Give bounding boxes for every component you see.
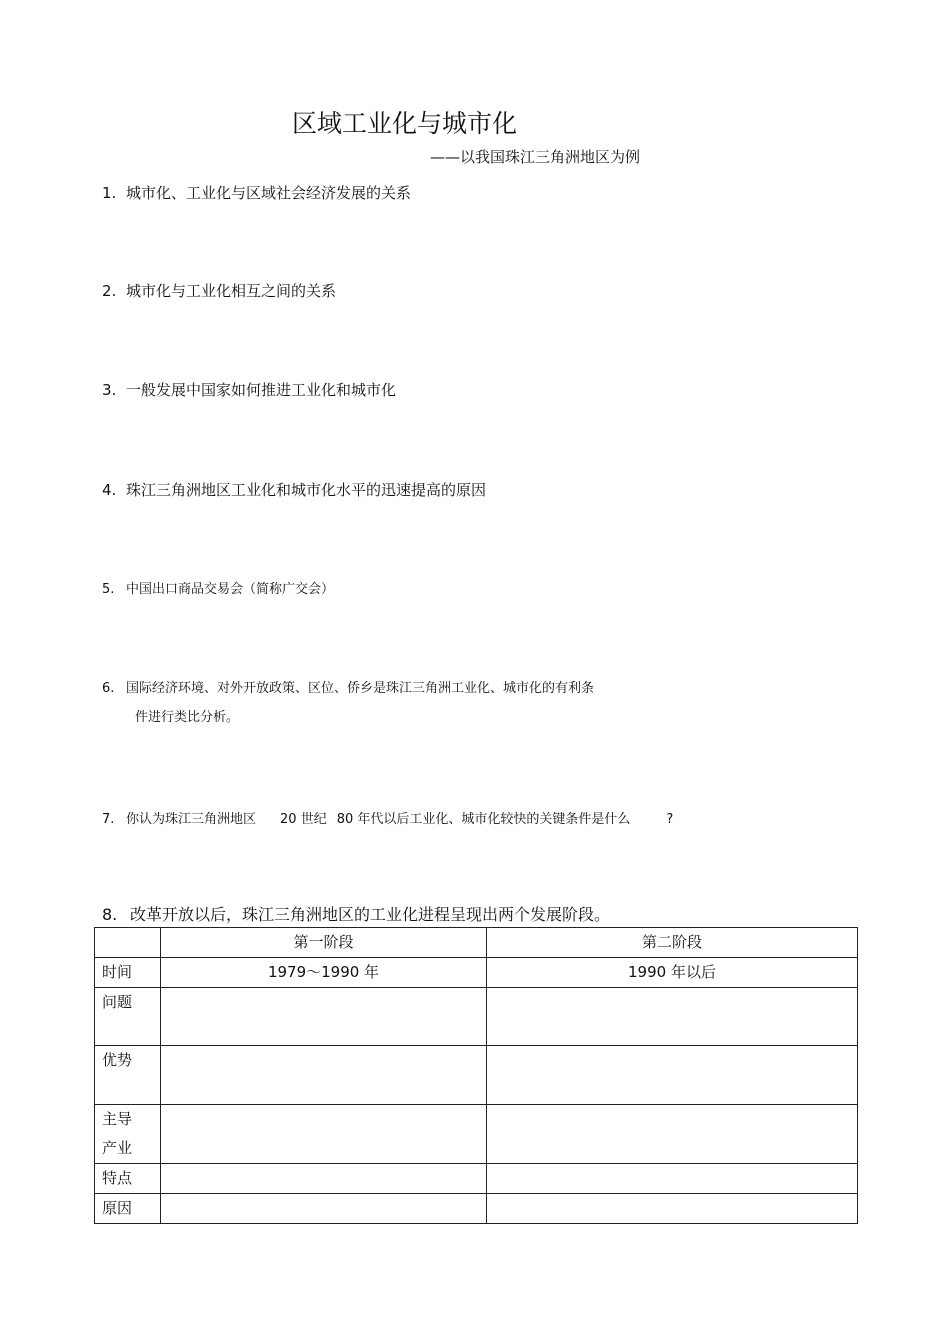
cell-stage-1[interactable] xyxy=(161,1164,487,1194)
page-title: 区域工业化与城市化 xyxy=(292,109,518,138)
question-5 xyxy=(102,578,334,597)
question-number: 6. xyxy=(102,681,115,696)
row-label xyxy=(95,1105,161,1164)
question-text: 中国出口商品交易会（简称广交会） xyxy=(126,582,335,597)
table-row-leading-industry xyxy=(95,1105,858,1164)
page-subtitle: ——以我国珠江三角洲地区为例 xyxy=(430,148,641,166)
row-label-line: 产业 xyxy=(102,1139,133,1157)
cell-stage-2[interactable] xyxy=(487,988,858,1046)
table-row-time xyxy=(95,958,858,988)
table-row-advantages xyxy=(95,1046,858,1105)
header-corner-cell xyxy=(95,928,161,958)
question-number: 8. xyxy=(102,905,118,924)
question-text-part: 20 世纪 xyxy=(280,812,327,827)
cell-stage-2[interactable] xyxy=(487,1105,858,1164)
cell-stage-1[interactable] xyxy=(161,1194,487,1224)
row-label-line: 主导 xyxy=(102,1110,133,1128)
question-text: 一般发展中国家如何推进工业化和城市化 xyxy=(126,381,397,399)
table-row-problems xyxy=(95,988,858,1046)
question-text: 城市化、工业化与区域社会经济发展的关系 xyxy=(126,184,412,202)
cell-stage-1[interactable] xyxy=(161,1046,487,1105)
question-text: 国际经济环境、对外开放政策、区位、侨乡是珠江三角洲工业化、城市化的有利条 xyxy=(126,681,595,696)
cell-stage-1[interactable] xyxy=(161,988,487,1046)
cell-stage-1: 1979～1990 年 xyxy=(161,958,487,988)
cell-stage-1[interactable] xyxy=(161,1105,487,1164)
cell-stage-2[interactable] xyxy=(487,1164,858,1194)
question-number: 1. xyxy=(102,184,117,202)
question-number: 5. xyxy=(102,582,115,597)
cell-stage-2[interactable] xyxy=(487,1046,858,1105)
cell-stage-2[interactable] xyxy=(487,1194,858,1224)
question-4 xyxy=(102,479,486,500)
question-2 xyxy=(102,280,336,301)
question-text: 珠江三角洲地区工业化和城市化水平的迅速提高的原因 xyxy=(126,481,487,499)
row-label: 时间 xyxy=(95,958,161,988)
row-label: 原因 xyxy=(95,1194,161,1224)
question-8 xyxy=(102,902,610,925)
question-text-part: 你认为珠江三角洲地区 xyxy=(126,812,257,827)
row-label: 优势 xyxy=(95,1046,161,1105)
question-text-part: 80 年代以后工业化、城市化较快的关键条件是什么 xyxy=(336,812,631,827)
cell-stage-2: 1990 年以后 xyxy=(487,958,858,988)
question-1 xyxy=(102,182,411,203)
header-stage-2: 第二阶段 xyxy=(487,928,858,958)
question-number: 7. xyxy=(102,812,115,827)
table-row-reasons xyxy=(95,1194,858,1224)
table-header-row xyxy=(95,928,858,958)
question-6 xyxy=(102,677,594,696)
question-number: 2. xyxy=(102,282,117,300)
table-row-features xyxy=(95,1164,858,1194)
header-stage-1: 第一阶段 xyxy=(161,928,487,958)
row-label: 问题 xyxy=(95,988,161,1046)
development-stages-table xyxy=(94,927,858,1224)
question-number: 3. xyxy=(102,381,117,399)
question-text: 城市化与工业化相互之间的关系 xyxy=(126,282,337,300)
row-label: 特点 xyxy=(95,1164,161,1194)
question-number: 4. xyxy=(102,481,117,499)
question-text: 改革开放以后，珠江三角洲地区的工业化进程呈现出两个发展阶段。 xyxy=(130,905,611,924)
question-6-continuation: 件进行类比分析。 xyxy=(135,710,240,725)
question-3 xyxy=(102,379,396,400)
question-7 xyxy=(102,808,673,827)
question-text-part: ? xyxy=(666,812,674,827)
